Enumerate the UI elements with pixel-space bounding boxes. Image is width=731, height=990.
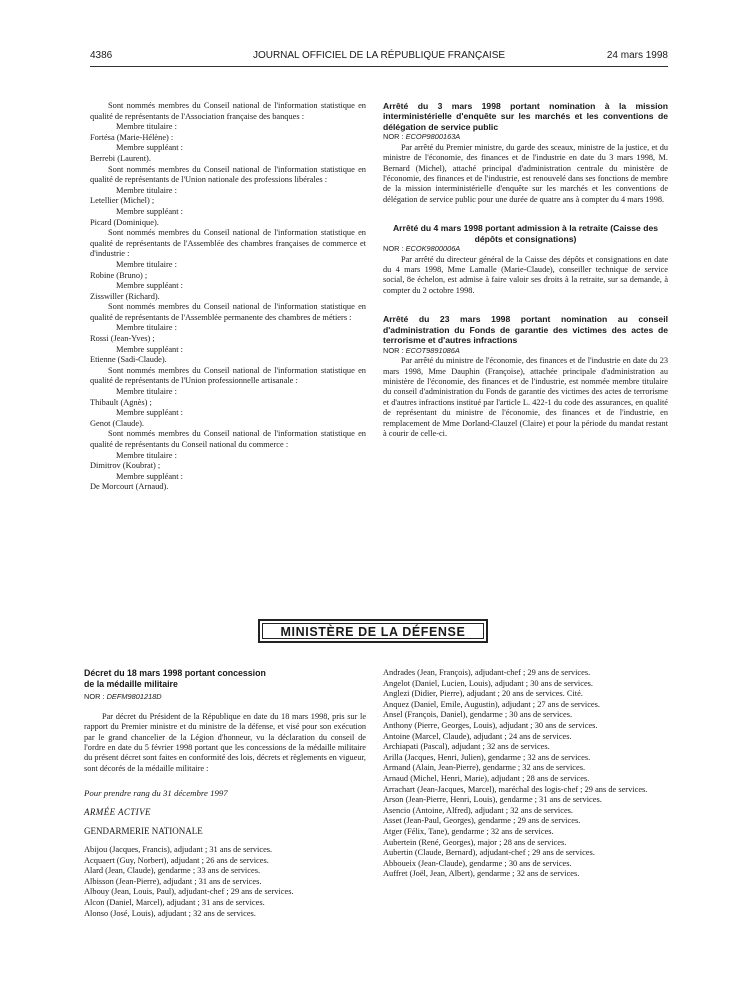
list-item: Antoine (Marcel, Claude), adjudant ; 24 ans de services. — [383, 731, 572, 741]
nomination-paragraph: Sont nommés membres du Conseil national de l'information statistique en qualité de représentants de l'Association française des banques : — [90, 101, 366, 121]
rank-line: Pour prendre rang du 31 décembre 1997 — [84, 788, 228, 799]
decree-section — [84, 668, 366, 919]
list-item: Asencio (Antoine, Alfred), adjudant ; 32 ans de services. — [383, 805, 574, 815]
list-item: Arnaud (Michel, Henri, Marie), adjudant ; 28 ans de services. — [383, 773, 590, 783]
decree-title-line-2: de la médaille militaire — [84, 678, 178, 689]
member-name: Fortésa (Marie-Hélène) : — [90, 132, 174, 142]
issue-date: 24 mars 1998 — [606, 50, 668, 61]
member-role-label: Membre titulaire : — [116, 387, 177, 397]
list-item: Armand (Alain, Jean-Pierre), gendarme ; 32 ans de services. — [383, 763, 586, 773]
nomination-paragraph: Sont nommés membres du Conseil national de l'information statistique en qualité de représentants de l'Assemblée permanente des chambres de métiers : — [90, 302, 366, 322]
list-item: Acquaert (Guy, Norbert), adjudant ; 26 ans de services. — [84, 855, 269, 865]
list-item: Andrades (Jean, François), adjudant-chef ; 29 ans de services. — [383, 668, 591, 677]
list-item: Anglezi (Didier, Pierre), adjudant ; 20 ans de services. Cité. — [383, 689, 583, 699]
nor-reference: NOR : ECOT9891086A — [383, 345, 460, 355]
medal-list-left — [84, 845, 366, 919]
nomination-paragraph: Sont nommés membres du Conseil national de l'information statistique en qualité de représentants de l'Assemblée des chambres françaises de commerce et d'industrie : — [90, 228, 366, 259]
nor-reference: NOR : ECOK9800006A — [383, 244, 461, 254]
article-1 — [383, 101, 668, 205]
article-title: Arrêté du 23 mars 1998 portant nomination au conseil d'administration du Fonds de garantie des victimes des actes de terrorisme et d'autres infractions — [383, 314, 668, 346]
member-role-label: Membre suppléant : — [116, 471, 183, 481]
member-name: Rossi (Jean-Yves) ; — [90, 334, 155, 344]
list-item: Angelot (Daniel, Lucien, Louis), adjudant ; 30 ans de services. — [383, 678, 594, 688]
article-body: Par arrêté du ministre de l'économie, des finances et de l'industrie en date du 23 mars 1998, Mme Dauphin (Françoise), attachée principale d'administration au ministère de l'économie, des finances et de l'industrie, est nommée membre titulaire du conseil d'administration du Fonds de garantie des victimes des actes de terrorisme et d'autres infractions institué par l'article L. 422-1 du code des assurances, en qualité de représentant du ministre de l'économie, des finances et de l'industrie, en remplacement de Mme Dorland-Clauzel (Claire) et pour la période du mandat restant à courir de celle-ci. — [383, 356, 668, 438]
article-body: Par arrêté du directeur général de la Caisse des dépôts et consignations en date du 4 mars 1998, Mme Lamalle (Marie-Claude), conseiller technique de service social, 8e échelon, est admise à faire valoir ses droits à la retraite, sur sa demande, à compter du 2 octobre 1998. — [383, 254, 668, 295]
list-item: Albouy (Jean, Louis, Paul), adjudant-chef ; 29 ans de services. — [84, 887, 294, 897]
article-3 — [383, 314, 668, 439]
article-title: Arrêté du 4 mars 1998 portant admission à la retraite (Caisse des dépôts et consignations) — [392, 223, 659, 244]
decree-body: Par décret du Président de la République en date du 18 mars 1998, pris sur le rapport du Premier ministre et du ministre de la défense, et visé pour son exécution par le grand chancelier de la Légion d'honneur, vu la déclaration du conseil de l'ordre en date du 5 février 1998 portant que les concessions de la médaille militaire du présent décret sont faites en conformité des lois, décrets et règlements en vigueur, sont décorés de la médaille militaire : — [84, 711, 366, 773]
member-role-label: Membre titulaire : — [116, 259, 177, 269]
list-item: Asset (Jean-Paul, Georges), gendarme ; 29 ans de services. — [383, 816, 581, 826]
member-role-label: Membre titulaire : — [116, 185, 177, 195]
list-item: Albisson (Jean-Pierre), adjudant ; 31 ans de services. — [84, 876, 262, 886]
list-item: Anthony (Pierre, Georges, Louis), adjudant ; 30 ans de services. — [383, 720, 598, 730]
member-name: Letellier (Michel) ; — [90, 196, 155, 206]
header-rule — [90, 66, 668, 67]
member-name: Etienne (Sadi-Claude). — [90, 355, 167, 365]
list-item: Alonso (José, Louis), adjudant ; 32 ans de services. — [84, 908, 256, 918]
article-2 — [383, 223, 668, 296]
nor-reference: NOR : ECOP9800163A — [383, 132, 461, 142]
section-heading: ARMÉE ACTIVE — [84, 806, 151, 817]
list-item: Arrachart (Jean-Jacques, Marcel), maréchal des logis-chef ; 29 ans de services. — [383, 784, 648, 794]
member-role-label: Membre titulaire : — [116, 122, 177, 132]
member-role-label: Membre titulaire : — [116, 450, 177, 460]
member-role-label: Membre suppléant : — [116, 344, 183, 354]
member-name: Picard (Dominique). — [90, 217, 159, 227]
list-item: Abboueix (Jean-Claude), gendarme ; 30 ans de services. — [383, 858, 572, 868]
journal-title: JOURNAL OFFICIEL DE LA RÉPUBLIQUE FRANÇAISE — [252, 50, 506, 61]
member-role-label: Membre suppléant : — [116, 408, 183, 418]
nomination-paragraph: Sont nommés membres du Conseil national de l'information statistique en qualité de représentants de l'Union nationale des professions libérales : — [90, 164, 366, 185]
member-name: Dimitrov (Koubrat) ; — [90, 461, 161, 471]
article-body: Par arrêté du Premier ministre, du garde des sceaux, ministre de la justice, et du ministre de l'économie, des finances et de l'industrie en date du 3 mars 1998, M. Bernard (Michel), attaché principal d'administration centrale du ministère de l'économie, des finances et de l'industrie, est renouvelé dans ses fonctions de membre de la mission interministérielle d'enquête sur les marchés et les conventions de délégation de service public pour une durée de quatre ans à compter du 4 mars 1998. — [383, 142, 668, 204]
member-name: Berrebi (Laurent). — [90, 153, 151, 163]
member-name: Genot (Claude). — [90, 418, 144, 428]
member-role-label: Membre suppléant : — [116, 206, 183, 216]
nomination-paragraph: Sont nommés membres du Conseil national de l'information statistique en qualité de représentants du Conseil national du commerce : — [90, 429, 366, 449]
list-item: Aubertein (René, Georges), major ; 28 ans de services. — [383, 837, 567, 847]
page-number: 4386 — [90, 50, 113, 61]
nomination-paragraph: Sont nommés membres du Conseil national de l'information statistique en qualité de représentants de l'Union professionnelle artisanale : — [90, 365, 366, 386]
list-item: Arson (Jean-Pierre, Henri, Louis), gendarme ; 31 ans de services. — [383, 795, 602, 805]
member-name: De Morcourt (Arnaud). — [90, 482, 169, 492]
article-title: Arrêté du 3 mars 1998 portant nomination à la mission interministérielle d'enquête sur les marchés et les conventions de délégation de service public — [383, 101, 668, 132]
subsection-heading: GENDARMERIE NATIONALE — [84, 826, 203, 837]
list-item: Anquez (Daniel, Emile, Augustin), adjudant ; 27 ans de services. — [383, 699, 600, 709]
right-column-articles — [383, 101, 668, 439]
member-role-label: Membre titulaire : — [116, 323, 177, 333]
decree-title-line-1: Décret du 18 mars 1998 portant concession — [84, 668, 266, 678]
ministry-heading: MINISTÈRE DE LA DÉFENSE — [262, 623, 484, 639]
member-name: Robine (Bruno) ; — [90, 270, 148, 280]
list-item: Archiapati (Pascal), adjudant ; 32 ans de services. — [383, 742, 550, 752]
list-item: Auffret (Joël, Jean, Albert), gendarme ; 32 ans de services. — [383, 869, 580, 879]
list-item: Ansel (François, Daniel), gendarme ; 30 ans de services. — [383, 710, 573, 720]
left-column-nominations — [90, 101, 366, 493]
member-role-label: Membre suppléant : — [116, 281, 183, 291]
list-item: Arilla (Jacques, Henri, Julien), gendarme ; 32 ans de services. — [383, 752, 591, 762]
list-item: Atger (Félix, Tane), gendarme ; 32 ans de services. — [383, 826, 554, 836]
member-name: Zisswiller (Richard). — [90, 291, 160, 301]
member-role-label: Membre suppléant : — [116, 143, 183, 153]
list-item: Alard (Jean, Claude), gendarme ; 33 ans de services. — [84, 866, 261, 876]
list-item: Aubertin (Claude, Bernard), adjudant-chef ; 29 ans de services. — [383, 848, 595, 858]
list-item: Alcon (Daniel, Marcel), adjudant ; 31 ans de services. — [84, 897, 265, 907]
ministry-heading-box — [258, 619, 488, 643]
medal-list-right — [383, 668, 668, 880]
list-item: Abijou (Jacques, Francis), adjudant ; 31 ans de services. — [84, 845, 273, 854]
member-name: Thibault (Agnès) ; — [90, 397, 152, 407]
decree-nor-reference: NOR : DEFM9801218D — [84, 692, 162, 702]
page-header — [90, 50, 668, 66]
